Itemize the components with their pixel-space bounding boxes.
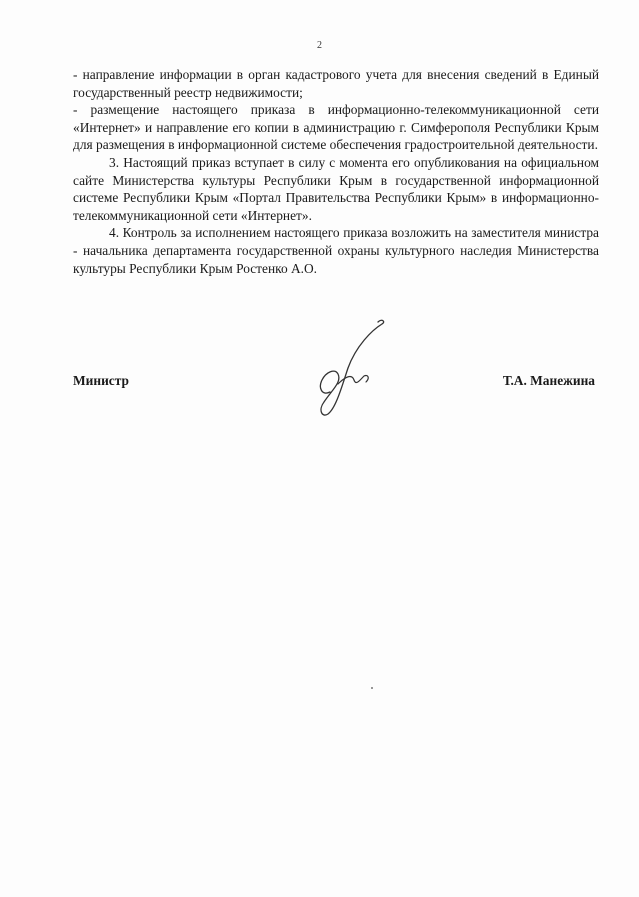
paragraph-effective-date: 3. Настоящий приказ вступает в силу с момента его опубликования на официальном сайте Министерства культуры Республики Крым в государственной информационной системе Республики Крым «Портал Правительства Республики Крым» в информационно-телекоммуникационной сети «Интернет». (73, 154, 599, 223)
page-number: 2 (317, 40, 322, 51)
paragraph-internet-publication: - размещение настоящего приказа в информационно-телекоммуникационной сети «Интернет» и направление его копии в администрацию г. Симферополя Республики Крым для размещения в информационной системе обеспечения градостроительной деятельности. (73, 102, 599, 153)
paragraph-cadastral-info: - направление информации в орган кадастрового учета для внесения сведений в Единый государственный реестр недвижимости; (73, 67, 599, 100)
signatory-title: Министр (73, 373, 129, 388)
document-body (73, 66, 599, 277)
scan-speck (371, 687, 373, 689)
handwritten-signature (308, 316, 388, 426)
paragraph-control: 4. Контроль за исполнением настоящего приказа возложить на заместителя министра - начальника департамента государственной охраны культурного наследия Министерства культуры Республики Крым Ростенко А.О. (73, 225, 599, 276)
signatory-name: Т.А. Манежина (502, 373, 595, 388)
